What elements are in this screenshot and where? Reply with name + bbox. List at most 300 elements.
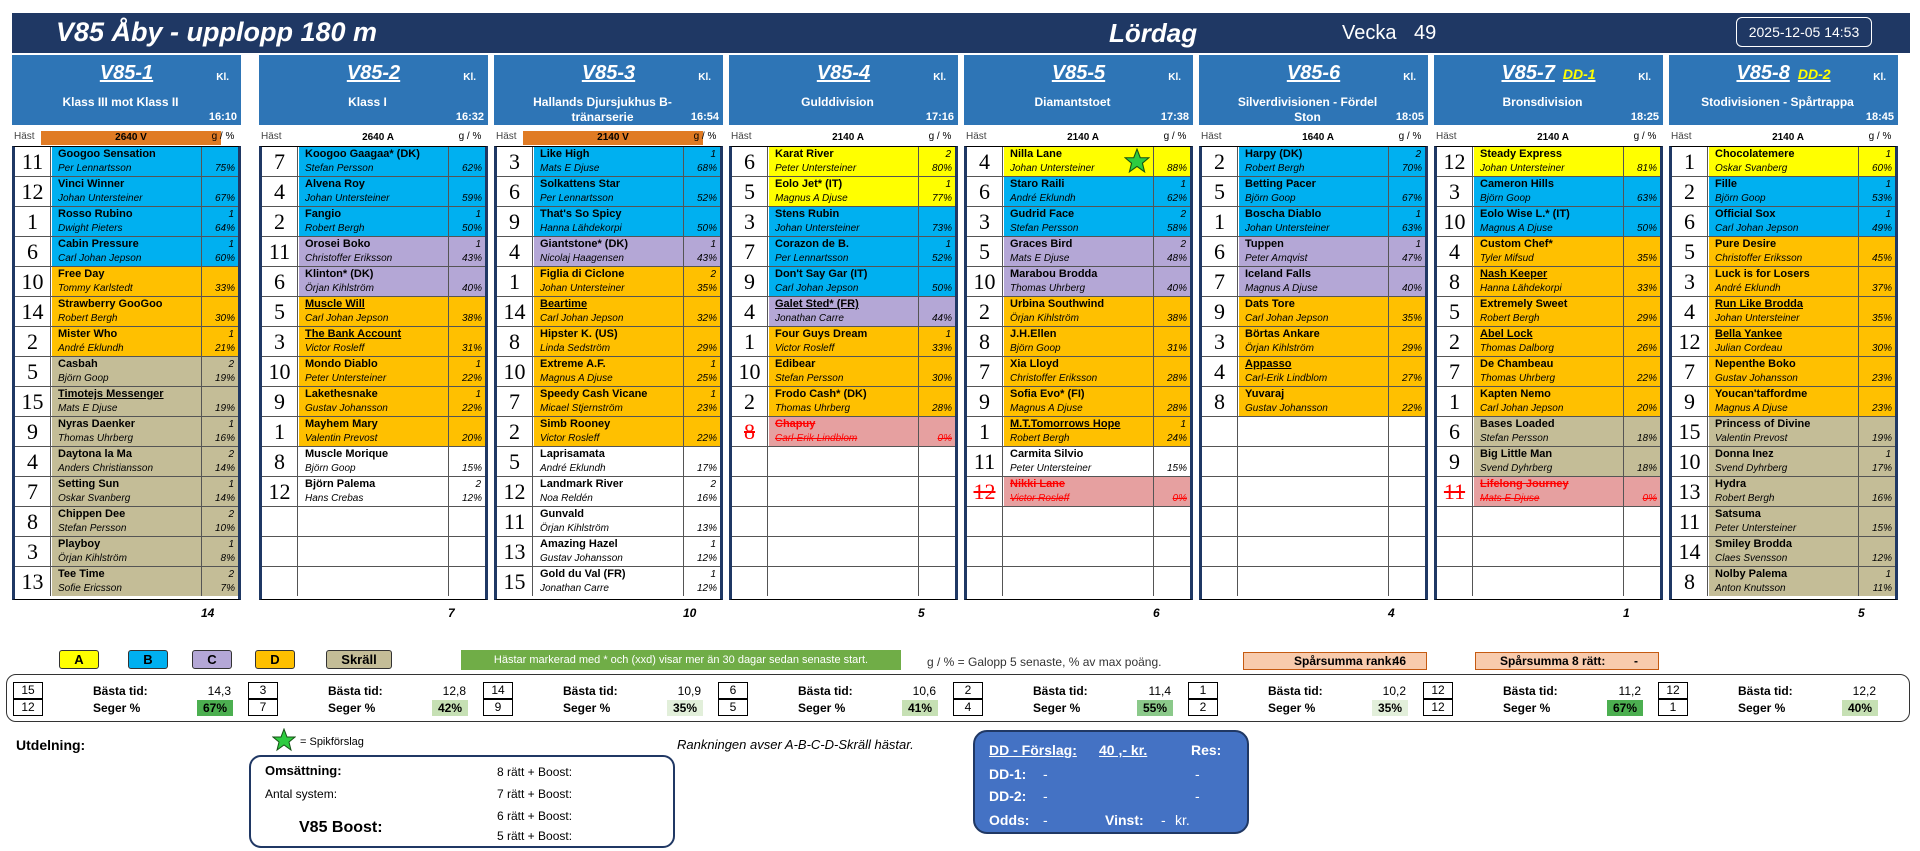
points-percent: 52% <box>696 193 717 204</box>
gallop-cell <box>1859 237 1895 266</box>
stat-number-bottom: 12 <box>1423 699 1453 716</box>
race-name[interactable] <box>259 62 488 85</box>
horse-name: Gunvald <box>540 508 585 520</box>
win-percent-value: 41% <box>902 700 938 716</box>
table-row[interactable] <box>1672 327 1895 357</box>
horse-info <box>1239 357 1389 386</box>
win-percent-label: Seger % <box>93 701 141 715</box>
driver-name: Magnus A Djuse <box>1245 283 1318 294</box>
empty-number-cell <box>1202 417 1238 446</box>
driver-name: Robert Bergh <box>58 313 118 324</box>
horse-info <box>1474 357 1624 386</box>
gallop-count: 1 <box>228 209 234 220</box>
table-row[interactable] <box>497 477 720 507</box>
horse-info <box>534 357 684 386</box>
driver-name: Carl Johan Jepson <box>540 313 624 324</box>
driver-name: Victor Rosleff <box>1010 493 1070 504</box>
table-row[interactable] <box>497 357 720 387</box>
race-column-6 <box>1199 146 1428 600</box>
race-name[interactable] <box>494 62 723 85</box>
gallop-count: 2 <box>475 479 481 490</box>
table-row[interactable] <box>15 237 238 267</box>
horse-info <box>1709 447 1859 476</box>
system-count-label: Antal system: <box>265 787 338 801</box>
horse-name: Satsuma <box>1715 508 1761 520</box>
class-label: Kl. <box>1873 72 1886 83</box>
table-row[interactable] <box>1437 447 1660 477</box>
driver-name: Dwight Pieters <box>58 223 123 234</box>
table-row[interactable] <box>967 447 1190 477</box>
gallop-cell <box>202 267 238 296</box>
table-row[interactable] <box>15 447 238 477</box>
gallop-count: 1 <box>710 569 716 580</box>
table-row[interactable] <box>262 207 485 237</box>
table-row[interactable] <box>1202 237 1425 267</box>
horse-number: 7 <box>15 477 51 506</box>
gallop-cell <box>449 327 485 356</box>
table-row[interactable] <box>15 297 238 327</box>
gallop-count: 2 <box>228 359 234 370</box>
legend-button-d[interactable]: D <box>255 650 295 669</box>
horse-name: Giantstone* (DK) <box>540 238 628 250</box>
table-row <box>732 477 955 507</box>
driver-name: Carl-Erik Lindblom <box>1245 373 1328 384</box>
race-subheader <box>1199 131 1428 145</box>
race-name[interactable] <box>964 62 1193 85</box>
horse-info <box>769 177 919 206</box>
gallop-cell <box>1154 177 1190 206</box>
payout-8: 8 rätt + Boost: <box>497 765 573 779</box>
win-percent-value: 35% <box>667 700 703 716</box>
gallop-cell <box>1859 267 1895 296</box>
gp-label: g / % <box>1163 131 1187 142</box>
table-row[interactable] <box>497 567 720 597</box>
inactive-note: Hästar markerad med * och (xxd) visar mer än 30 dagar sedan senaste start. <box>461 650 901 670</box>
points-percent: 14% <box>214 493 235 504</box>
points-percent: 22% <box>461 403 482 414</box>
table-row[interactable] <box>497 447 720 477</box>
horse-number: 1 <box>967 417 1003 446</box>
table-row[interactable] <box>1672 177 1895 207</box>
horse-name: Sofia Evo* (FI) <box>1010 388 1085 400</box>
table-row <box>1202 507 1425 537</box>
distance: 2640 A <box>362 132 394 143</box>
driver-name: Tyler Mifsud <box>1480 253 1534 264</box>
race-column-8 <box>1669 146 1898 600</box>
horse-number: 6 <box>497 177 533 206</box>
driver-name: Johan Untersteiner <box>1010 163 1095 174</box>
race-name[interactable] <box>1434 62 1663 85</box>
spik-label: = Spikförslag <box>300 736 364 748</box>
driver-name: Oskar Svanberg <box>58 493 131 504</box>
gallop-cell <box>684 357 720 386</box>
best-time-label: Bästa tid: <box>1033 684 1088 698</box>
gallop-count: 1 <box>710 239 716 250</box>
table-row[interactable] <box>1672 237 1895 267</box>
table-row[interactable] <box>967 477 1190 507</box>
gallop-cell <box>919 207 955 236</box>
table-row <box>1202 537 1425 567</box>
gallop-cell <box>1859 177 1895 206</box>
table-row[interactable] <box>1202 387 1425 417</box>
driver-name: Victor Rosleff <box>540 433 600 444</box>
driver-name: Jonathan Carre <box>540 583 609 594</box>
table-row[interactable] <box>1672 477 1895 507</box>
gp-label: g / % <box>1868 131 1892 142</box>
gallop-count: 1 <box>945 179 951 190</box>
table-row[interactable] <box>262 477 485 507</box>
table-row[interactable] <box>732 267 955 297</box>
points-percent: 50% <box>931 283 952 294</box>
table-row[interactable] <box>1672 297 1895 327</box>
table-row[interactable] <box>1202 357 1425 387</box>
table-row[interactable] <box>497 327 720 357</box>
horse-number: 4 <box>15 447 51 476</box>
horse-name: Karat River <box>775 148 834 160</box>
gp-label: g / % <box>1398 131 1422 142</box>
gallop-cell <box>684 327 720 356</box>
table-row[interactable] <box>1437 207 1660 237</box>
horse-number: 14 <box>15 297 51 326</box>
race-name[interactable] <box>12 62 241 85</box>
table-row[interactable] <box>262 387 485 417</box>
horse-number: 11 <box>262 237 298 266</box>
distance: 2640 V <box>41 131 221 145</box>
table-row[interactable] <box>15 357 238 387</box>
horse-number: 5 <box>1437 297 1473 326</box>
horse-number: 4 <box>967 147 1003 176</box>
table-row[interactable] <box>967 327 1190 357</box>
points-percent: 44% <box>931 313 952 324</box>
gallop-cell <box>919 357 955 386</box>
gallop-cell <box>1624 327 1660 356</box>
table-row[interactable] <box>15 387 238 417</box>
horse-number: 2 <box>15 327 51 356</box>
horse-number: 1 <box>1437 387 1473 416</box>
driver-name: Stefan Persson <box>1010 223 1079 234</box>
table-row[interactable] <box>1672 357 1895 387</box>
horse-info <box>52 327 202 356</box>
table-row[interactable] <box>1437 327 1660 357</box>
points-percent: 18% <box>1636 463 1657 474</box>
horse-number: 9 <box>15 417 51 446</box>
spik-star-icon <box>272 728 296 752</box>
points-percent: 25% <box>696 373 717 384</box>
table-row[interactable] <box>1672 147 1895 177</box>
table-row[interactable] <box>1672 507 1895 537</box>
table-row[interactable] <box>1437 237 1660 267</box>
table-row[interactable] <box>1437 357 1660 387</box>
table-row[interactable] <box>1202 267 1425 297</box>
horse-name: Rosso Rubino <box>58 208 133 220</box>
driver-name: Mats E Djuse <box>58 403 118 414</box>
table-row[interactable] <box>15 207 238 237</box>
horse-info <box>769 237 919 266</box>
points-percent: 47% <box>1401 253 1422 264</box>
table-row[interactable] <box>967 297 1190 327</box>
table-row[interactable] <box>1437 387 1660 417</box>
gallop-cell <box>1624 207 1660 236</box>
table-row[interactable] <box>967 237 1190 267</box>
table-row[interactable] <box>262 297 485 327</box>
gallop-cell <box>1624 297 1660 326</box>
stat-number-bottom: 4 <box>953 699 983 716</box>
points-percent: 18% <box>1636 433 1657 444</box>
points-percent: 29% <box>1636 313 1657 324</box>
horse-number: 3 <box>262 327 298 356</box>
horse-name: Setting Sun <box>58 478 120 490</box>
table-row[interactable] <box>1202 177 1425 207</box>
table-row[interactable] <box>15 537 238 567</box>
driver-name: Victor Rosleff <box>775 343 835 354</box>
table-row[interactable] <box>967 207 1190 237</box>
horse-info <box>299 387 449 416</box>
race-column-1 <box>12 146 241 600</box>
horse-number: 9 <box>262 387 298 416</box>
horse-number: 1 <box>262 417 298 446</box>
horse-info <box>534 147 684 176</box>
horse-name: Tee Time <box>58 568 105 580</box>
horse-info <box>1709 507 1859 536</box>
horse-info <box>299 147 449 176</box>
gallop-count: 1 <box>710 149 716 160</box>
points-percent: 81% <box>1636 163 1657 174</box>
horse-number: 8 <box>967 327 1003 356</box>
table-row[interactable] <box>1437 267 1660 297</box>
horse-info <box>52 417 202 446</box>
table-row[interactable] <box>1672 417 1895 447</box>
table-row[interactable] <box>15 417 238 447</box>
table-row[interactable] <box>1672 447 1895 477</box>
table-row[interactable] <box>15 507 238 537</box>
empty-number-cell <box>262 507 298 536</box>
table-row[interactable] <box>1437 297 1660 327</box>
empty-info-cell <box>769 477 919 506</box>
table-row[interactable] <box>732 237 955 267</box>
table-row[interactable] <box>497 177 720 207</box>
horse-name: Figlia di Ciclone <box>540 268 625 280</box>
table-row[interactable] <box>1437 477 1660 507</box>
points-percent: 40% <box>461 283 482 294</box>
table-row[interactable] <box>497 297 720 327</box>
table-row[interactable] <box>262 237 485 267</box>
legend-button-c[interactable]: C <box>192 650 232 669</box>
horse-info <box>52 447 202 476</box>
horse-name: The Bank Account <box>305 328 402 340</box>
driver-name: Robert Bergh <box>1480 313 1540 324</box>
gallop-cell <box>202 177 238 206</box>
race-count: 14 <box>201 606 215 620</box>
table-row[interactable] <box>732 357 955 387</box>
horse-name: Playboy <box>58 538 101 550</box>
horse-number: 5 <box>15 357 51 386</box>
table-row[interactable] <box>732 147 955 177</box>
horse-info <box>52 147 202 176</box>
distance: 2140 A <box>1537 132 1569 143</box>
points-percent: 33% <box>1636 283 1657 294</box>
table-row[interactable] <box>1437 417 1660 447</box>
driver-name: Christoffer Eriksson <box>1010 373 1098 384</box>
points-percent: 23% <box>1871 373 1892 384</box>
table-row[interactable] <box>15 147 238 177</box>
horse-name: Speedy Cash Vicane <box>540 388 648 400</box>
payout-7: 7 rätt + Boost: <box>497 787 573 801</box>
table-row[interactable] <box>1202 327 1425 357</box>
table-row[interactable] <box>732 327 955 357</box>
table-row[interactable] <box>497 387 720 417</box>
gallop-cell <box>202 507 238 536</box>
dd-suggestion-box <box>973 730 1249 834</box>
horse-name: Cameron Hills <box>1480 178 1554 190</box>
table-row[interactable] <box>967 147 1190 177</box>
table-row[interactable] <box>497 147 720 177</box>
empty-number-cell <box>732 477 768 506</box>
horse-name: Donna Inez <box>1715 448 1774 460</box>
distance: 1640 A <box>1302 132 1334 143</box>
horse-name: Solkattens Star <box>540 178 621 190</box>
table-row[interactable] <box>262 327 485 357</box>
class-label: Kl. <box>698 72 711 83</box>
gallop-cell <box>449 267 485 296</box>
table-row[interactable] <box>1202 207 1425 237</box>
table-row[interactable] <box>1437 177 1660 207</box>
horse-name: Börtas Ankare <box>1245 328 1320 340</box>
table-row[interactable] <box>262 147 485 177</box>
horse-info <box>769 387 919 416</box>
horse-info <box>1004 237 1154 266</box>
gallop-cell <box>1859 207 1895 236</box>
table-row[interactable] <box>732 207 955 237</box>
table-row[interactable] <box>262 267 485 297</box>
horse-info <box>1709 537 1859 566</box>
table-row[interactable] <box>262 357 485 387</box>
table-row[interactable] <box>967 387 1190 417</box>
table-row[interactable] <box>1672 387 1895 417</box>
best-time-label: Bästa tid: <box>1503 684 1558 698</box>
points-percent: 12% <box>696 583 717 594</box>
horse-info <box>1004 177 1154 206</box>
table-row[interactable] <box>1202 297 1425 327</box>
table-row[interactable] <box>967 177 1190 207</box>
horse-info <box>1709 477 1859 506</box>
odds-label: Odds: <box>989 812 1030 828</box>
table-row[interactable] <box>1202 147 1425 177</box>
table-row[interactable] <box>732 297 955 327</box>
stat-number-top: 6 <box>718 682 748 699</box>
points-percent: 63% <box>1401 223 1422 234</box>
table-row[interactable] <box>262 177 485 207</box>
table-row[interactable] <box>1672 267 1895 297</box>
race-column-2 <box>259 146 488 600</box>
table-row[interactable] <box>967 267 1190 297</box>
legend-button-a[interactable]: A <box>59 650 99 669</box>
table-row[interactable] <box>15 327 238 357</box>
table-row[interactable] <box>262 447 485 477</box>
horse-name: Appasso <box>1245 358 1292 370</box>
table-row[interactable] <box>262 417 485 447</box>
horse-name: Mister Who <box>58 328 118 340</box>
gallop-cell <box>684 387 720 416</box>
points-percent: 62% <box>461 163 482 174</box>
horse-number: 8 <box>1202 387 1238 416</box>
race-name[interactable] <box>729 62 958 85</box>
dd2-label: DD-2: <box>989 788 1027 804</box>
points-percent: 11% <box>1872 583 1892 594</box>
table-row[interactable] <box>1672 537 1895 567</box>
table-row[interactable] <box>497 537 720 567</box>
legend-button-skräll[interactable]: Skräll <box>326 650 392 669</box>
horse-number: 11 <box>15 147 51 176</box>
table-row[interactable] <box>1672 207 1895 237</box>
gallop-cell <box>684 447 720 476</box>
driver-name: Björn Goop <box>1010 343 1061 354</box>
turnover-label: Omsättning: <box>265 763 342 778</box>
points-percent: 33% <box>214 283 235 294</box>
driver-name: Anders Christiansson <box>58 463 154 474</box>
horse-name: M.T.Tomorrows Hope <box>1010 418 1121 430</box>
legend-button-b[interactable]: B <box>128 650 168 669</box>
gallop-cell <box>1389 267 1425 296</box>
empty-info-cell <box>1004 537 1154 566</box>
race-name[interactable] <box>1199 62 1428 85</box>
race-name-text: V85-2 <box>346 62 401 84</box>
horse-name: Yuvaraj <box>1245 388 1285 400</box>
horse-name: Luck is for Losers <box>1715 268 1810 280</box>
win-percent-label: Seger % <box>1503 701 1551 715</box>
table-row[interactable] <box>967 357 1190 387</box>
points-percent: 27% <box>1401 373 1422 384</box>
gallop-cell <box>449 237 485 266</box>
gallop-count: 2 <box>228 569 234 580</box>
gallop-cell <box>1389 177 1425 206</box>
table-row[interactable] <box>497 507 720 537</box>
gallop-cell <box>1624 177 1660 206</box>
race-name[interactable] <box>1669 62 1898 85</box>
table-row[interactable] <box>15 567 238 597</box>
empty-info-cell <box>1474 567 1624 596</box>
table-row[interactable] <box>732 417 955 447</box>
horse-info <box>1474 207 1624 236</box>
points-percent: 16% <box>1871 493 1892 504</box>
horse-number: 3 <box>1437 177 1473 206</box>
points-percent: 17% <box>696 463 717 474</box>
points-percent: 28% <box>1166 373 1187 384</box>
table-row[interactable] <box>15 177 238 207</box>
table-row[interactable] <box>15 477 238 507</box>
points-percent: 38% <box>1166 313 1187 324</box>
empty-info-cell <box>769 507 919 536</box>
table-row[interactable] <box>967 417 1190 447</box>
table-row[interactable] <box>497 207 720 237</box>
table-row[interactable] <box>732 387 955 417</box>
table-row[interactable] <box>497 417 720 447</box>
horse-info <box>1474 417 1624 446</box>
horse-name: Run Like Brodda <box>1715 298 1804 310</box>
table-row[interactable] <box>497 267 720 297</box>
horse-number: 14 <box>497 297 533 326</box>
table-row[interactable] <box>497 237 720 267</box>
empty-number-cell <box>1202 537 1238 566</box>
table-row[interactable] <box>1672 567 1895 597</box>
table-row[interactable] <box>1437 147 1660 177</box>
horse-number: 12 <box>1437 147 1473 176</box>
horse-info <box>769 327 919 356</box>
horse-info <box>1004 447 1154 476</box>
empty-number-cell <box>732 567 768 596</box>
table-row[interactable] <box>15 267 238 297</box>
table-row[interactable] <box>732 177 955 207</box>
driver-name: Carl Johan Jepson <box>305 313 389 324</box>
